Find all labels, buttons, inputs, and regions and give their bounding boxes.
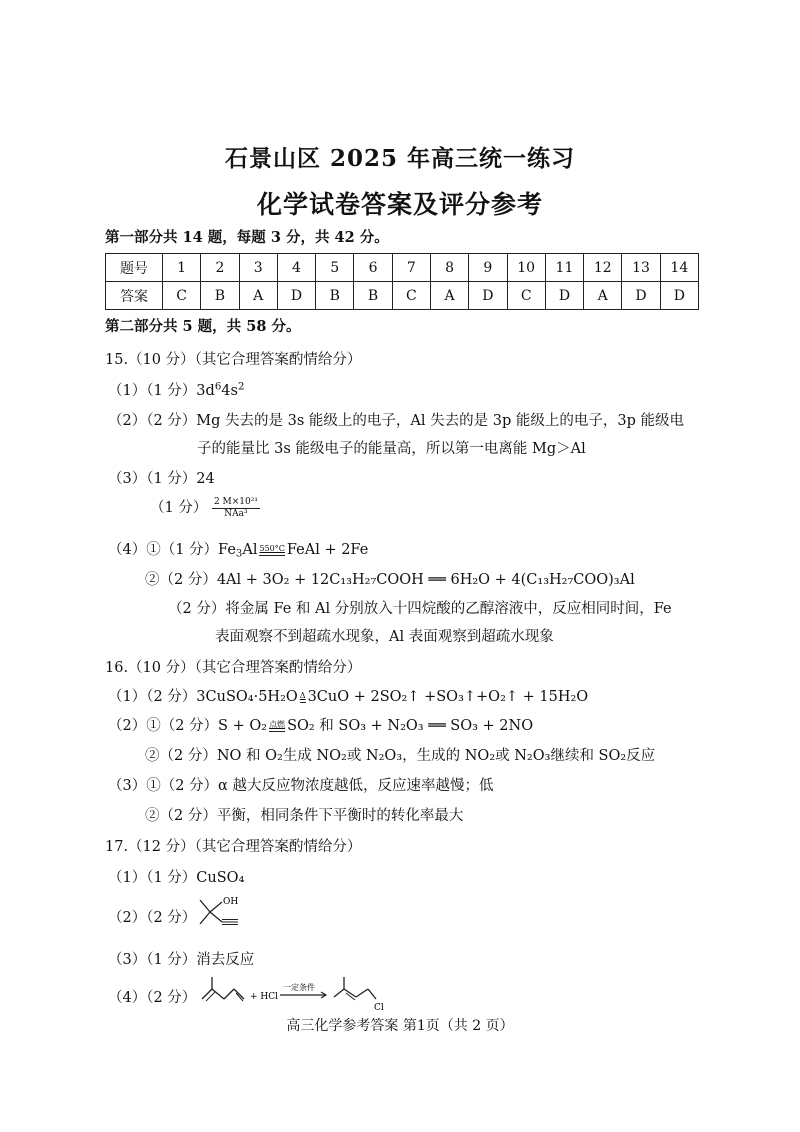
q16-part3-1: （3）①（2 分）α 越大反应物浓度越低，反应速率越慢；低: [108, 778, 494, 794]
bond: [368, 989, 376, 999]
q15-part1-mid: 4s: [221, 383, 238, 399]
bond: [212, 989, 224, 999]
question-number: 10: [507, 254, 545, 282]
answer-cell: D: [660, 282, 698, 310]
hydroxyl-label: OH: [223, 897, 239, 907]
question-number: 11: [545, 254, 583, 282]
answer-cell: B: [316, 282, 354, 310]
q17-part2: （2）（2 分）: [108, 910, 197, 926]
q17-heading: 17.（12 分）（其它合理答案酌情给分）: [105, 839, 362, 855]
q16-part1-left: （1）（2 分）3CuSO₄·5H₂O: [108, 689, 298, 705]
q17-part4: （4）（2 分）: [108, 990, 197, 1006]
q15-heading: 15.（10 分）（其它合理答案酌情给分）: [105, 352, 362, 368]
q15-part4-3-line2: 表面观察不到超疏水现象，Al 表面观察到超疏水现象: [215, 629, 554, 645]
q16-part2-1-right: SO₂ 和 SO₃ + N₂O₃ ══ SO₃ + 2NO: [287, 718, 534, 734]
page-subtitle: 化学试卷答案及评分参考: [256, 190, 543, 219]
answer-cell: C: [392, 282, 430, 310]
q15-part1-sup2: 2: [237, 381, 245, 393]
condition-label: 点燃: [269, 720, 286, 729]
condition-bar: [259, 553, 284, 556]
bond: [210, 912, 222, 922]
q15-part1: [108, 379, 244, 400]
reaction-scheme: [198, 975, 398, 1013]
question-number: 6: [354, 254, 392, 282]
q16-part2-1: [108, 714, 533, 735]
part2-intro: 第二部分共 5 题，共 58 分。: [105, 318, 301, 335]
page-footer: 高三化学参考答案 第1页（共 2 页）: [286, 1018, 514, 1034]
reaction-condition: [300, 691, 306, 703]
question-number: 9: [469, 254, 507, 282]
q16-part1: [108, 685, 588, 706]
answer-cell: C: [507, 282, 545, 310]
question-number: 8: [430, 254, 468, 282]
arrow-condition: 一定条件: [283, 983, 315, 992]
question-number: 4: [277, 254, 315, 282]
q15-part3-score: （1 分）: [150, 500, 208, 516]
question-number: 5: [316, 254, 354, 282]
answer-cell: A: [239, 282, 277, 310]
q15-part2-line1: （2）（2 分）Mg 失去的是 3s 能级上的电子，Al 失去的是 3p 能级上的电子，3p 能级电: [108, 413, 684, 429]
bond: [356, 989, 368, 997]
question-number: 2: [201, 254, 239, 282]
question-number-row: [106, 254, 699, 282]
part1-intro: 第一部分共 14 题，每题 3 分，共 42 分。: [105, 229, 389, 246]
q15-part1-sup: 6: [214, 381, 222, 393]
condition-label: Δ: [299, 691, 306, 700]
chlorine-label: Cl: [374, 1003, 384, 1013]
page-title: 石景山区 2025 年高三统一练习: [224, 145, 576, 172]
reagent-label: + HCl: [250, 992, 279, 1002]
q16-part2-2: ②（2 分）NO 和 O₂生成 NO₂或 N₂O₃，生成的 NO₂或 N₂O₃继续和 SO₂反应: [145, 748, 656, 764]
answer-cell: D: [469, 282, 507, 310]
q15-part3-line1: （3）（1 分）24: [108, 471, 215, 487]
q16-part3-2: ②（2 分）平衡，相同条件下平衡时的转化率最大: [145, 808, 464, 824]
q15-part4-1: [108, 538, 368, 560]
answer-row: [106, 282, 699, 310]
condition-bar: [269, 729, 285, 732]
bond: [202, 989, 212, 999]
question-number: 1: [163, 254, 201, 282]
q15-part3-line2: [150, 496, 260, 520]
q16-part1-right: 3CuO + 2SO₂↑ +SO₃↑+O₂↑ + 15H₂O: [307, 689, 589, 705]
answer-cell: D: [622, 282, 660, 310]
answer-cell: B: [201, 282, 239, 310]
q16-part2-1-left: （2）①（2 分）S + O₂: [108, 718, 268, 734]
row-label-question: 题号: [106, 254, 163, 282]
question-number: 7: [392, 254, 430, 282]
fraction-numerator: 2 M×10²¹: [213, 496, 258, 507]
q15-part4-2: ②（2 分）4Al + 3O₂ + 12C₁₃H₂₇COOH ══ 6H₂O + 4(C₁₃H₂₇COO)₃Al: [145, 572, 635, 588]
answer-cell: D: [277, 282, 315, 310]
answer-cell: C: [163, 282, 201, 310]
answer-cell: B: [354, 282, 392, 310]
bond: [234, 989, 244, 999]
question-number: 13: [622, 254, 660, 282]
q15-part4-1-mid: Al: [242, 542, 258, 558]
q17-part1: （1）（1 分）CuSO₄: [108, 870, 245, 886]
answer-cell: D: [545, 282, 583, 310]
fraction-denominator: NAa³: [224, 508, 248, 519]
bond: [200, 912, 210, 924]
row-label-answer: 答案: [106, 282, 163, 310]
question-number: 12: [584, 254, 622, 282]
q15-part4-1-text: （4）①（1 分）Fe: [108, 542, 236, 558]
bond: [200, 900, 210, 912]
reaction-condition: [269, 720, 285, 732]
condition-bar: [300, 700, 306, 703]
bond: [334, 989, 344, 997]
alkynol-structure: [198, 896, 244, 930]
density-fraction: [212, 497, 260, 520]
reaction-condition: [259, 544, 284, 556]
q15-part4-1-rest: FeAl + 2Fe: [286, 542, 369, 558]
q15-part2-line2: 子的能量比 3s 能级电子的能量高，所以第一电离能 Mg＞Al: [197, 441, 586, 457]
q17-part3: （3）（1 分）消去反应: [108, 952, 255, 968]
answer-cell: A: [584, 282, 622, 310]
question-number: 3: [239, 254, 277, 282]
q16-heading: 16.（10 分）（其它合理答案酌情给分）: [105, 660, 362, 676]
answer-table: [105, 253, 699, 310]
condition-label: 550°C: [259, 544, 285, 553]
q15-part1-text: （1）（1 分）3d: [108, 383, 215, 399]
q15-part4-3-line1: （2 分）将金属 Fe 和 Al 分别放入十四烷酸的乙醇溶液中，反应相同时间，Fe: [168, 601, 672, 617]
bond: [224, 989, 234, 999]
question-number: 14: [660, 254, 698, 282]
answer-cell: A: [430, 282, 468, 310]
q15-part4-1-sub: 3: [235, 548, 243, 560]
bond: [210, 902, 222, 912]
